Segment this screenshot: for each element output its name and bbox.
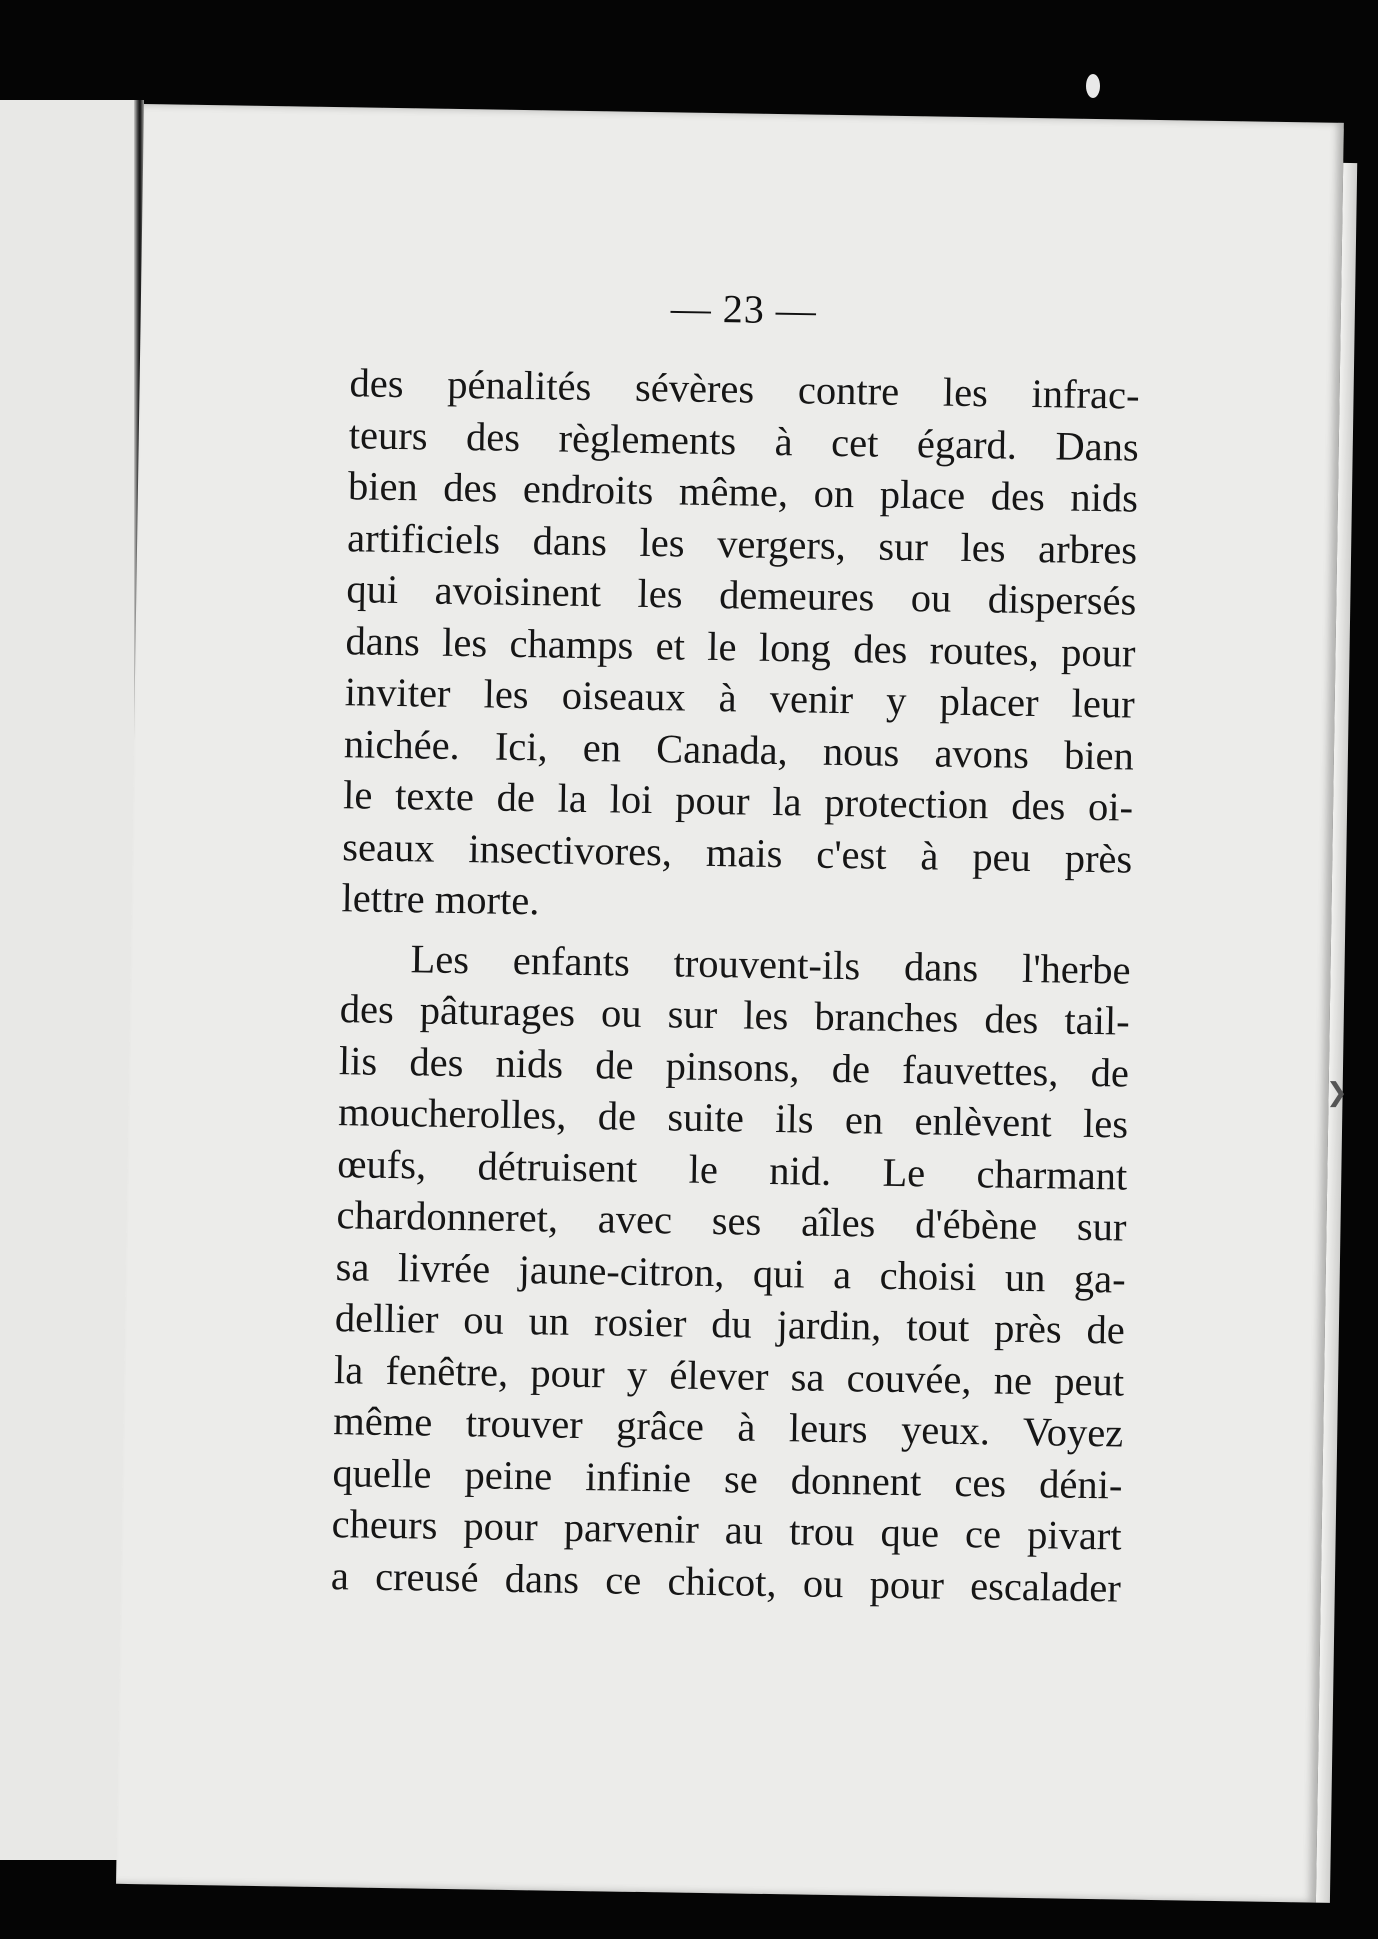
- text-line: dellier ou un rosier du jardin, tout près de: [334, 1295, 1126, 1353]
- text-line: le texte de la loi pour la protection des oi-: [342, 772, 1134, 830]
- book-page: [116, 104, 1344, 1903]
- body-text: [330, 357, 1140, 1621]
- text-line: cheurs pour parvenir au trou que ce pivart: [331, 1501, 1122, 1559]
- text-line: quelle peine infinie se donnent ces déni-: [332, 1449, 1123, 1508]
- text-line: des pénalités sévères contre les infrac-: [349, 360, 1140, 418]
- text-line: teurs des règlements à cet égard. Dans: [348, 411, 1140, 470]
- text-line: lis des nids de pinsons, de fauvettes, de: [338, 1037, 1130, 1096]
- text-line: qui avoisinent les demeures ou dispersés: [346, 566, 1137, 624]
- text-line: lettre morte.: [341, 875, 540, 924]
- text-line: a creusé dans ce chicot, ou pour escalader: [330, 1552, 1122, 1611]
- text-line: dans les champs et le long des routes, pour: [345, 617, 1136, 676]
- page-number: — 23 —: [670, 285, 818, 333]
- paragraph-1: [341, 357, 1140, 936]
- scan-artifact-spot: [1086, 74, 1100, 98]
- text-line: la fenêtre, pour y élever sa couvée, ne peut: [333, 1346, 1125, 1405]
- binding-clip-icon: ❯: [1326, 1078, 1348, 1108]
- paragraph-2: [331, 932, 1131, 1614]
- text-line: Les enfants trouvent-ils dans l'herbe: [410, 935, 1131, 993]
- text-line: inviter les oiseaux à venir y placer leur: [344, 669, 1136, 727]
- text-line: artificiels dans les vergers, sur les arbres: [346, 514, 1138, 573]
- text-line: chardonneret, avec ses aîles d'ébène sur: [336, 1192, 1127, 1250]
- text-line: seaux insectivores, mais c'est à peu près: [342, 823, 1133, 882]
- text-line: sa livrée jaune-citron, qui a choisi un ga-: [335, 1243, 1127, 1302]
- text-line: bien des endroits même, on place des nids: [347, 463, 1139, 521]
- text-line: nichée. Ici, en Canada, nous avons bien: [343, 720, 1135, 779]
- text-line: des pâturages ou sur les branches des tail-: [339, 986, 1131, 1044]
- text-line: œufs, détruisent le nid. Le charmant: [337, 1140, 1128, 1199]
- text-line: même trouver grâce à leurs yeux. Voyez: [332, 1398, 1124, 1456]
- page-edge: [1316, 163, 1357, 1903]
- text-line: moucherolles, de suite ils en enlèvent les: [337, 1089, 1129, 1147]
